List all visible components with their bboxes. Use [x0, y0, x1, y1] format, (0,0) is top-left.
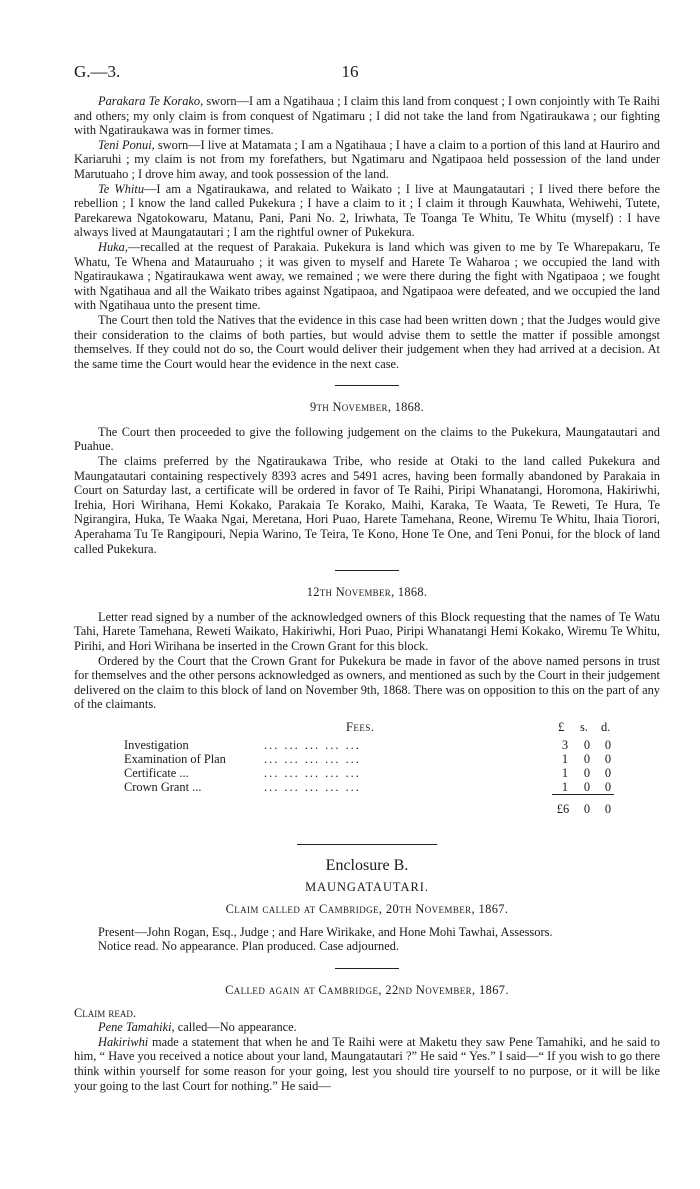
called-again-heading: Called again at Cambridge, 22nd November, 1867. — [225, 982, 509, 997]
fee-row — [124, 766, 624, 781]
leader-dots: ... ... ... ... ... — [264, 765, 361, 780]
fee-label: Investigation — [124, 737, 189, 752]
section-divider — [335, 968, 399, 969]
body-text — [74, 94, 660, 1093]
hakiriwhi-paragraph: Hakiriwhi made a statement that when he and Te Raihi were at Maketu they saw Pene Tamahiki, and he said to him, “ Have you received a notice about your land, Maungatautari ?” He said “ Yes.” I said—“ If you wish to go there think within yourself for some reason for your going, lest you should tire yourself to no purpose, or it will be like your going to the last Court for nothing.” He said— — [74, 1034, 660, 1093]
pounds-header: £ — [558, 719, 565, 734]
total-pounds: £6 — [556, 801, 570, 816]
judgement-paragraph: The claims preferred by the Ngatiraukawa Tribe, who reside at Otaki to the land called Pukekura and Maungatautari containing respectively 8393 acres and 5491 acres, having been formally abandoned by Parakaia in Court on Saturday last, a certificate will be ordered in favor of Te Raihi, Piripi Whanatangi, Horomona, Hakiriwhi, Irehia, Hori Wirihana, Hemi Kokako, Parakaia Te Korako, Maihi, Karaka, Te Waata, Te Reweti, Te Hura, Te Ngirangira, Huka, Te Waaka Ngai, Meretana, Hori Puao, Harete Tamehana, Reone, Wiremu Te Whitu, Ihaia Tiorori, Aperahama Tu Te Rangipouri, Nepia Warino, Te Teira, Te Kono, Hone Te One, and Teni Ponui, for the block of land called Pukekura. — [74, 454, 660, 556]
judgement-paragraph: The Court then proceeded to give the following judgement on the claims to the Pukekura, Maungatautari and Puahue. — [74, 424, 660, 454]
fee-pounds: 3 — [561, 737, 569, 752]
page-number: 16 — [341, 62, 359, 81]
court-statement: The Court then told the Natives that the evidence in this case had been written down ; that the Judges would give their consideration to the claims of both parties, but would advise them to settle the matter if possible amongst themselves. If they could not do so, the Court would deliver their judgement when they had arrived at a decision. At the same time the Court would hear the evidence in the next case. — [74, 312, 660, 371]
leader-dots: ... ... ... ... ... — [264, 737, 361, 752]
fee-row — [124, 752, 624, 767]
fees-table — [74, 720, 660, 832]
fee-shillings: 0 — [583, 751, 591, 766]
shillings-header: s. — [580, 719, 588, 734]
witness-name: Huka — [98, 239, 125, 254]
date-heading: 9th November, 1868. — [309, 400, 424, 415]
enclosure-title: Enclosure B. — [325, 856, 409, 874]
pence-header: d. — [601, 719, 611, 734]
date-heading: 12th November, 1868. — [306, 585, 428, 600]
order-paragraph: Ordered by the Court that the Crown Grant for Pukekura be made in favor of the above named persons in trust for themselves and the other persons acknowledged as owners, and mentioned as such by the Court in their judgement delivered on the claim to this block of land on November 9th, 1868. There was on opposition to this on the part of any of the claimants. — [74, 653, 660, 712]
fee-shillings: 0 — [583, 765, 591, 780]
fee-pence: 0 — [604, 779, 612, 794]
fee-row — [124, 780, 624, 795]
fee-shillings: 0 — [583, 779, 591, 794]
fee-total-row — [124, 802, 624, 817]
witness-name: Teni Ponui — [98, 137, 152, 152]
witness-name: Pene Tamahiki — [98, 1020, 172, 1035]
fee-pence: 0 — [604, 751, 612, 766]
present-line: Present—John Rogan, Esq., Judge ; and Hare Wirikake, and Hone Mohi Tawhai, Assessors. — [98, 924, 553, 939]
witness-name: Te Whitu — [98, 181, 145, 196]
letter-paragraph: Letter read signed by a number of the acknowledged owners of this Block requesting that the names of Te Watu Tahi, Harete Tamehana, Reweti Waikato, Hakiriwhi, Hori Puao, Piripi Whanatangi Hemi Kokako, Wiremu Te Whitu, Pirihi, and Hori Wirihana be inserted in the Crown Grant for this block. — [74, 609, 660, 653]
fee-pounds: 1 — [561, 765, 569, 780]
evidence-paragraph: Parakara Te Korako, sworn—I am a Ngatihaua ; I claim this land from conquest ; I own conjointly with Te Raihi and others; my only claim is from conquest of Ngatimaru ; I did not take the land from Ngatiraukawa ; our fighting with Ngatiraukawa was in former times. — [74, 94, 660, 138]
total-shillings: 0 — [583, 801, 591, 816]
pene-paragraph: Pene Tamahiki, called—No appearance. — [98, 1020, 297, 1035]
total-pence: 0 — [604, 801, 612, 816]
fees-title: Fees. — [346, 719, 375, 734]
claim-called-heading: Claim called at Cambridge, 20th November, 1867. — [225, 902, 509, 917]
claim-read-label: Claim read. — [74, 1005, 136, 1020]
evidence-paragraph: Teni Ponui, sworn—I live at Matamata ; I am a Ngatihaua ; I have a claim to a portion of this land at Hauriro and Kariaruhi ; my claim is not from my forefathers, but Ngatimaru and Ngatipaoa held possession of the land under Marutuaho ; I drove him away, and took possession of the land. — [74, 137, 660, 181]
enclosure-subtitle: MAUNGATAUTARI. — [305, 879, 429, 894]
fee-row — [124, 738, 624, 753]
fee-pence: 0 — [604, 765, 612, 780]
section-divider — [335, 570, 399, 571]
fee-pounds: 1 — [561, 751, 569, 766]
witness-name: Hakiriwhi — [98, 1034, 149, 1049]
witness-name: Parakara Te Korako — [98, 94, 201, 108]
fee-label: Examination of Plan — [124, 751, 226, 766]
evidence-paragraph: Te Whitu—I am a Ngatiraukawa, and related to Waikato ; I live at Maungatautari ; I lived there before the rebellion ; I know the land called Pukekura ; I have a claim to it ; I claim it through Kauwhata, Wehiwehi, Tutete, Parekarewa Ngatokowaru, Matanu, Pani, Pani No. 2, Iriwhata, Te Toanga Te Whitu, Te Whitu (myself) : I have always lived at Maungatautari ; I am the rightful owner of Pukekura. — [74, 181, 661, 240]
section-divider — [335, 385, 399, 386]
leader-dots: ... ... ... ... ... — [264, 751, 361, 766]
notice-line: Notice read. No appearance. Plan produced. Case adjourned. — [98, 939, 400, 954]
section-divider — [297, 844, 437, 845]
leader-dots: ... ... ... ... ... — [264, 779, 361, 794]
evidence-paragraph: Huka,—recalled at the request of Parakaia. Pukekura is land which was given to me by Te Wharepakaru, Te Whatu, Te Whena and Matauruaho ; it was given to myself and Harete Te Waharoa ; we occupied the land with Ngatiraukawa ; Ngatiraukawa went away, we remained ; we were there during the fight with Ngatipaoa ; we fought with Ngatihaua and all the Waikato tribes against Ngatipaoa, and Ngatipaoa were defeated, and we occupied the land with Ngatihaua unto the present time. — [74, 239, 660, 313]
fee-shillings: 0 — [583, 737, 591, 752]
fee-pounds: 1 — [561, 779, 569, 794]
series-label: G.—3. — [74, 62, 121, 81]
fee-label: Certificate ... — [124, 765, 189, 780]
fee-label: Crown Grant ... — [124, 779, 202, 794]
fee-pence: 0 — [604, 737, 612, 752]
total-rule — [552, 794, 614, 795]
